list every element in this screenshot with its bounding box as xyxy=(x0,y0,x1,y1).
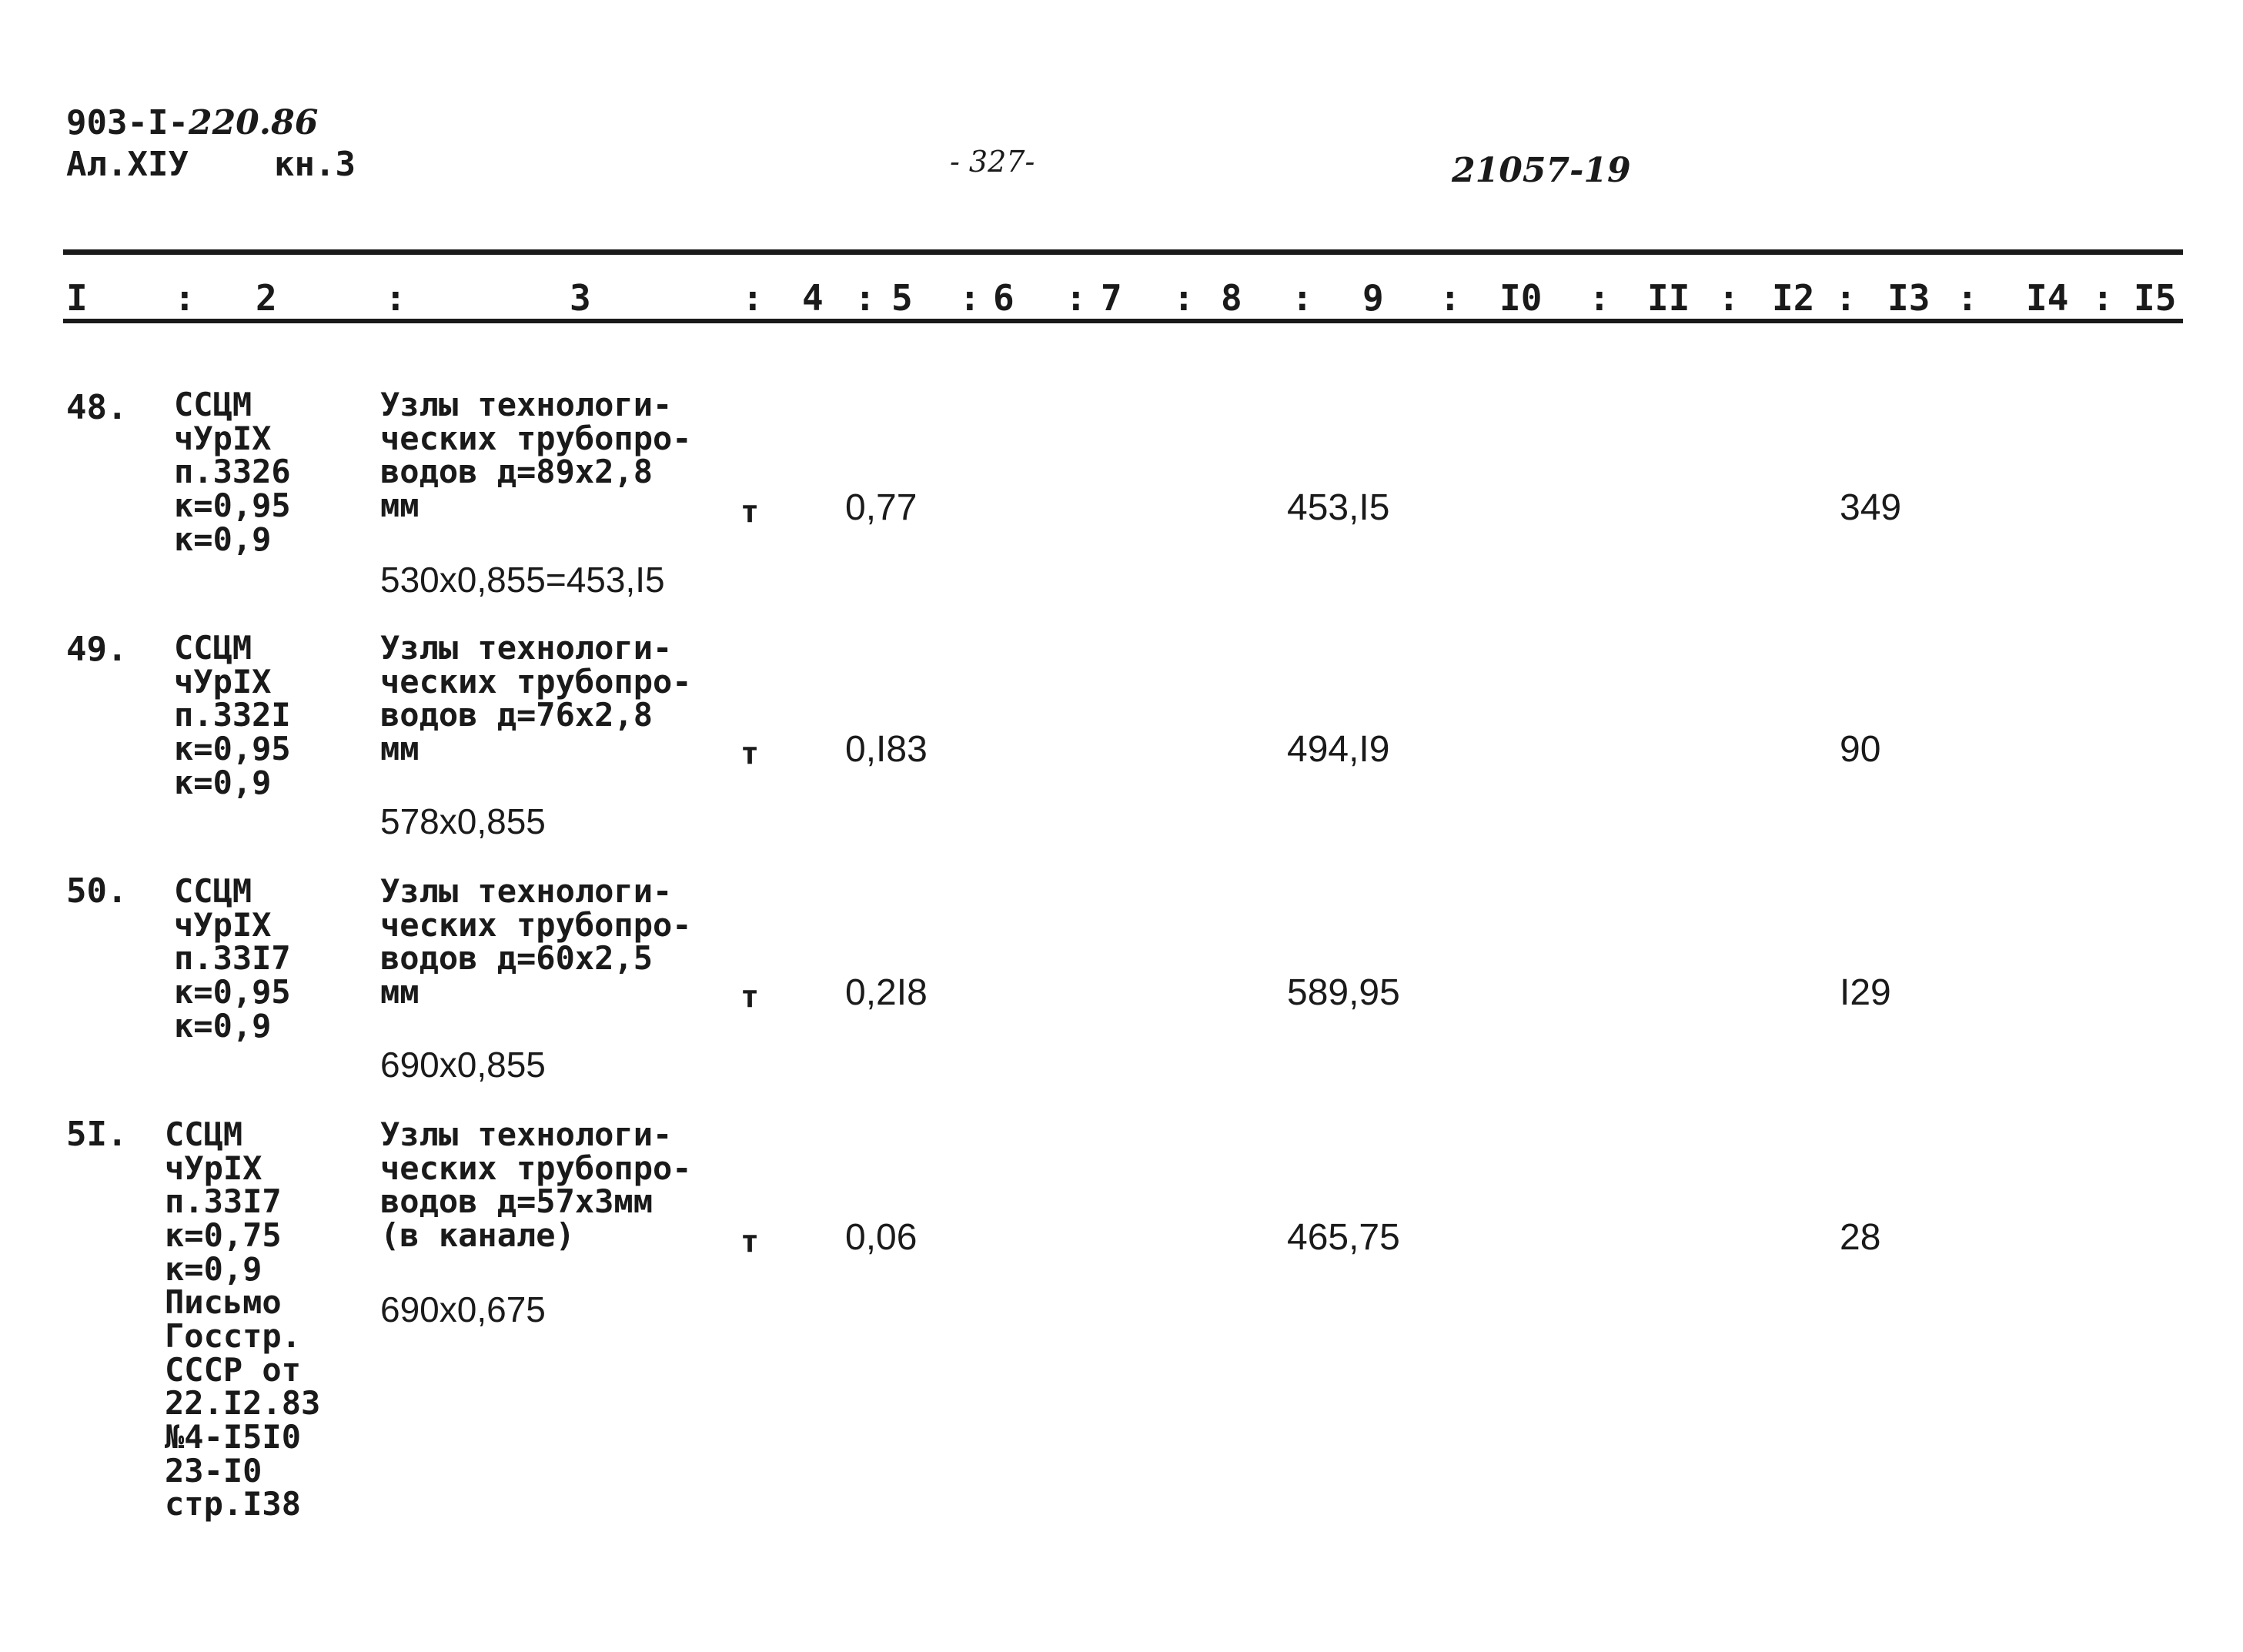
col-sep: : xyxy=(385,277,406,319)
row-unit: т xyxy=(740,1224,760,1259)
row-number: 48. xyxy=(66,388,128,427)
col-sep: : xyxy=(1835,277,1857,319)
row-total: I29 xyxy=(1840,972,1891,1013)
row-quantity: 0,06 xyxy=(845,1217,918,1258)
row-reference: ССЦМ чУрIХ п.3326 к=0,95 к=0,9 xyxy=(174,386,291,558)
row-reference: ССЦМ чУрIХ п.33I7 к=0,95 к=0,9 xyxy=(174,872,291,1045)
col-12: I2 xyxy=(1772,277,1815,319)
row-quantity: 0,2I8 xyxy=(845,972,928,1013)
col-4: 4 xyxy=(802,277,824,319)
row-unit-price: 589,95 xyxy=(1287,972,1400,1013)
col-8: 8 xyxy=(1221,277,1242,319)
row-unit-price: 494,I9 xyxy=(1287,729,1390,770)
top-rule xyxy=(63,249,2183,255)
col-sep: : xyxy=(959,277,981,319)
row-total: 349 xyxy=(1840,487,1902,528)
book-label: кн.3 xyxy=(274,145,356,184)
row-calculation: 690х0,675 xyxy=(380,1289,546,1329)
series-code-prefix: 903-I- xyxy=(66,103,189,142)
row-total: 90 xyxy=(1840,729,1881,770)
row-unit: т xyxy=(740,736,760,771)
col-sep: : xyxy=(854,277,876,319)
row-number: 49. xyxy=(66,630,128,669)
row-reference: ССЦМ чУрIХ п.332I к=0,95 к=0,9 xyxy=(174,629,291,801)
col-5: 5 xyxy=(891,277,913,319)
document-number: 21057-19 xyxy=(1452,151,1631,190)
row-reference: ССЦМ чУрIХ п.33I7 к=0,75 к=0,9 Письмо Госстр. СССР от 22.I2.83 №4-I5I0 23-I0 стр.I38 xyxy=(165,1115,321,1523)
row-unit-price: 465,75 xyxy=(1287,1217,1400,1258)
row-calculation: 690х0,855 xyxy=(380,1045,546,1085)
col-sep: : xyxy=(1439,277,1461,319)
row-quantity: 0,I83 xyxy=(845,729,928,770)
col-sep: : xyxy=(1065,277,1087,319)
col-sep: : xyxy=(2092,277,2114,319)
col-6: 6 xyxy=(993,277,1015,319)
series-code xyxy=(66,103,319,142)
row-number: 50. xyxy=(66,871,128,911)
series-code-handwritten: 220.86 xyxy=(188,103,319,142)
col-3: 3 xyxy=(570,277,591,319)
row-description: Узлы технологи- ческих трубопро- водов д=89х2,8 мм xyxy=(380,386,692,525)
col-10: I0 xyxy=(1499,277,1543,319)
album-label: Ал.XIУ xyxy=(66,145,189,184)
col-2: 2 xyxy=(256,277,277,319)
col-sep: : xyxy=(1589,277,1610,319)
row-unit: т xyxy=(740,979,760,1015)
row-total: 28 xyxy=(1840,1217,1881,1258)
col-sep: : xyxy=(174,277,196,319)
row-description: Узлы технологи- ческих трубопро- водов д=57х3мм (в канале) xyxy=(380,1115,692,1255)
row-description: Узлы технологи- ческих трубопро- водов д=60х2,5 мм xyxy=(380,872,692,1012)
col-9: 9 xyxy=(1362,277,1384,319)
page-number: - 327- xyxy=(950,145,1035,179)
row-description: Узлы технологи- ческих трубопро- водов д=76х2,8 мм xyxy=(380,629,692,768)
col-sep: : xyxy=(742,277,764,319)
col-sep: : xyxy=(1718,277,1740,319)
col-sep: : xyxy=(1173,277,1195,319)
row-unit-price: 453,I5 xyxy=(1287,487,1390,528)
col-13: I3 xyxy=(1887,277,1930,319)
row-quantity: 0,77 xyxy=(845,487,918,528)
col-1: I xyxy=(66,277,88,319)
row-number: 5I. xyxy=(66,1115,128,1154)
row-calculation: 530х0,855=453,I5 xyxy=(380,560,665,600)
col-sep: : xyxy=(1292,277,1313,319)
col-15: I5 xyxy=(2134,277,2177,319)
row-calculation: 578х0,855 xyxy=(380,801,546,841)
header-rule xyxy=(63,319,2183,323)
col-14: I4 xyxy=(2026,277,2069,319)
col-7: 7 xyxy=(1101,277,1122,319)
row-unit: т xyxy=(740,494,760,530)
col-11: II xyxy=(1647,277,1690,319)
col-sep: : xyxy=(1957,277,1978,319)
